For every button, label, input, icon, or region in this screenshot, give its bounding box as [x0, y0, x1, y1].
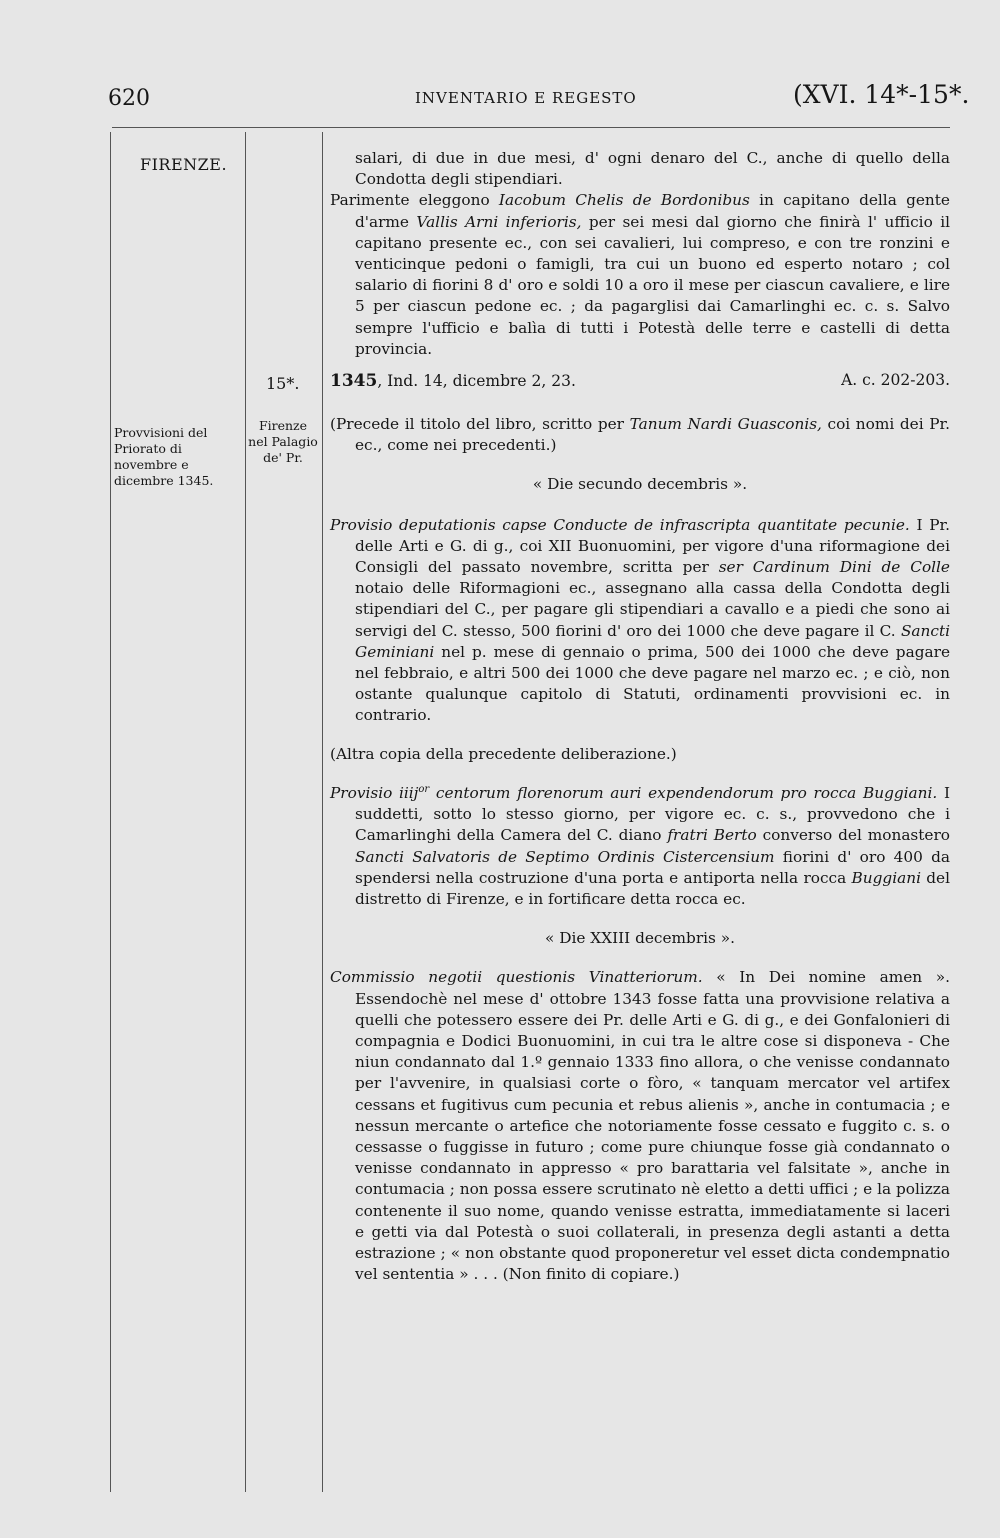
entry-date-line: 1345, Ind. 14, dicembre 2, 23. A. c. 202-203.	[330, 371, 950, 391]
dateline-december-2: « Die secundo decembris ».	[532, 475, 748, 494]
section-reference: (XVI. 14*-15*.	[793, 80, 970, 109]
main-text-block-1	[330, 148, 950, 360]
location-note: Firenze nel Palagio de' Pr.	[248, 418, 318, 465]
column-rule-right	[322, 132, 323, 1492]
header-rule	[112, 127, 950, 128]
paragraph-salari: salari, di due in due mesi, d' ogni denaro del C., anche di quello della Condotta degli stipendiari.	[355, 149, 950, 189]
paragraph-altra-copia: (Altra copia della precedente deliberazione.)	[330, 744, 677, 763]
paragraph-capitano: Parimente eleggono Iacobum Chelis de Bordonibus in capitano della gente d'arme Vallis Arni inferioris, per sei mesi dal giorno che finirà l' ufficio il capitano presente ec., con sei cavalieri, lui compreso, e con tre ronzini e venticinque pedoni o famigli, tra cui un buono ed esperto notaro ; col salario di fiorini 8 d' oro e soldi 10 a oro il mese per ciascun cavaliere, e lire 5 per ciascun pedone ec. ; da pagarglisi dai Camarlinghi ec. c. s. Salvo sempre l'ufficio e balìa di tutti i Potestà delle terre e castelli di detta provincia.	[330, 191, 950, 358]
entry-year: 1345	[330, 371, 378, 391]
document-number: 15*.	[266, 374, 300, 393]
dateline-december-23: « Die XXIII decembris ».	[545, 929, 735, 948]
main-text-block-2	[330, 414, 950, 1285]
city-label: FIRENZE.	[140, 155, 228, 174]
paragraph-provisio-rocca: Provisio iiij$^{or}$ centorum florenorum auri expendendorum pro rocca Buggiani. I suddetti, sotto lo stesso giorno, per vigore ec. c. s., provvedono che i Camarlinghi della Camera del C. diano fratri Berto converso del monastero Sancti Salvatoris de Septimo Ordinis Cistercensium fiorini d' oro 400 da spendersi nella costruzione d'una porta e antiporta nella rocca Buggiani del distretto di Firenze, e in fortificare detta rocca ec.	[330, 783, 951, 908]
running-title: INVENTARIO E REGESTO	[415, 89, 637, 107]
paragraph-provisio-capse: Provisio deputationis capse Conducte de infrascripta quantitate pecunie. I Pr. delle Arti e G. di g., coi XII Buonuomini, per vigore d'una riformagione dei Consigli del passato novembre, scritta per ser Cardinum Dini de Colle notaio delle Riformagioni ec., assegnano alla cassa della Condotta degli stipendiari del C., per pagare gli stipendiari a cavallo e a piedi che sono ai servigi del C. stesso, 500 fiorini d' oro dei 1000 che deve pagare il C. Sancti Geminiani nel p. mese di gennaio o prima, 500 dei 1000 che deve pagare nel febbraio, e altri 500 dei 1000 che deve pagare nel marzo ec. ; e ciò, non ostante qualunque capitolo di Statuti, ordinamenti provvisioni ec. in contrario.	[330, 515, 950, 725]
page-number: 620	[108, 86, 150, 111]
column-rule-left	[110, 132, 111, 1492]
column-rule-middle	[245, 132, 246, 1492]
paragraph-commissio: Commissio negotii questionis Vinatteriorum. « In Dei nomine amen ». Essendochè nel mese d' ottobre 1343 fosse fatta una provvisione relativa a quelli che potessero essere dei Pr. delle Arti e G. di g., e dei Gonfalonieri di compagnia e Dodici Buonuomini, in cui tra le altre cose si disponeva - Che niun condannato dal 1.º gennaio 1333 fino allora, o che venisse condannato per l'avvenire, in qualsiasi corte o fòro, « tanquam mercator vel artifex cessans et fugitivus cum pecunia et rebus alienis », anche in contumacia ; e nessun mercante o artefice che notoriamente fosse cessato e fuggito c. s. o cessasse o fuggisse in futuro ; come pure chiunque fosse già condannato o venisse condannato in appresso « pro barattaria vel falsitate », anche in contumacia ; non possa essere scrutinato nè eletto a detti uffici ; e la polizza contenente il suo nome, quando venisse estratta, immediatamente si laceri e getti via dal Potestà o suoi collaterali, in presenza degli astanti a detta estrazione ; « non obstante quod proponeretur vel esset dicta condempnatio vel sententia » . . . (Non finito di copiare.)	[330, 968, 950, 1284]
source-note: Provvisioni del Priorato di novembre e dicembre 1345.	[114, 425, 214, 488]
paragraph-title-note: (Precede il titolo del libro, scritto per Tanum Nardi Guasconis, coi nomi dei Pr. ec., come nei precedenti.)	[330, 415, 950, 455]
archive-reference: A. c. 202-203.	[841, 371, 950, 389]
